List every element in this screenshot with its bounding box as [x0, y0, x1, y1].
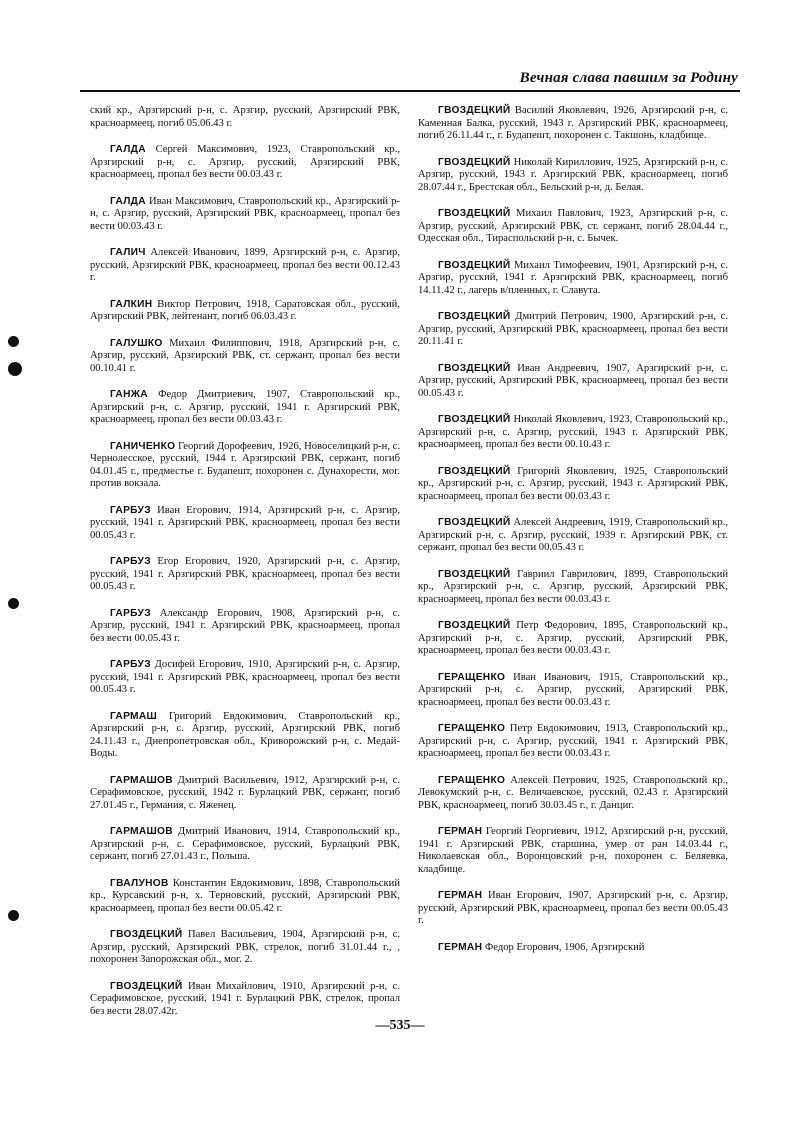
entry-details: Михаил Павлович, 1923, Арзгирский р-н, с. Арзгир, русский, Арзгирский РВК, ст. сержант, погиб 28.04.44 г., Одесская обл., Тираспольский р-н, с. Бычек. — [418, 208, 728, 244]
register-entry — [418, 942, 728, 955]
entry-details: ский кр., Арзгирский р-н, с. Арзгир, русский, Арзгирский РВК, красноармеец, погиб 05.06.43 г. — [90, 105, 400, 129]
register-entry — [90, 247, 400, 285]
entry-details: Михаил Тимофеевич, 1901, Арзгирский р-н, с. Арзгир, русский, 1941 г. Арзгирский РВК, красноармеец, погиб 14.11.42 г., лагерь в/пленных, г. Славута. — [418, 259, 728, 296]
register-entry — [90, 441, 400, 491]
register-entry — [418, 466, 728, 504]
entry-surname: ГВОЗДЕЦКИЙ — [110, 980, 183, 992]
header-rule — [80, 90, 740, 92]
entry-details: Иван Егорович, 1907, Арзгирский р-н, с. Арзгир, русский, Арзгирский РВК, красноармеец, пропал без вести 00.05.43 г. — [418, 890, 728, 926]
entry-details: Георгий Георгиевич, 1912, Арзгирский р-н, русский, 1941 г. Арзгирский РВК, старшина, умер от ран 14.03.44 г., Николаевская обл., Воронцовский р-н, похоронен с. Беляевка, кладбище. — [418, 826, 728, 875]
entry-details: Иван Егорович, 1914, Арзгирский р-н, с. Арзгир, русский, 1941 г. Арзгирский РВК, красноармеец, пропал без вести 00.05.43 г. — [90, 504, 400, 541]
register-entry — [90, 144, 400, 182]
entry-surname: ГВОЗДЕЦКИЙ — [438, 208, 511, 219]
entry-details: Гавриил Гаврилович, 1899, Ставропольский кр., Арзгирский р-н, с. Арзгир, русский, Арзгирский РВК, красноармеец, пропал без вести 00.03.43 г. — [418, 568, 728, 605]
register-entry — [90, 775, 400, 813]
entry-surname: ГАЛДА — [110, 144, 146, 155]
entry-surname: ГАРБУЗ — [110, 556, 151, 567]
right-column — [418, 105, 728, 968]
register-entry — [90, 299, 400, 324]
entry-details: Григорий Евдокимович, Ставропольский кр., Арзгирский р-н, с. Арзгир, русский, Арзгирский РВК, погиб 24.11.43 г., Днепропетровская обл., Криворожский р-н, с. Медай-Воды. — [90, 710, 400, 759]
entry-surname: ГЕРАЩЕНКО — [438, 723, 506, 734]
entry-surname: ГАНЖА — [110, 389, 148, 400]
entry-details: Иван Иванович, 1915, Ставропольский кр., Арзгирский р-н, с. Арзгир, русский, Арзгирский РВК, красноармеец, пропал без вести 00.03.43 г. — [418, 671, 728, 708]
entry-surname: ГЕРМАН — [438, 890, 483, 901]
running-header-title: Вечная слава павшим за Родину — [519, 70, 738, 86]
binder-hole — [8, 362, 22, 376]
entry-surname: ГВОЗДЕЦКИЙ — [438, 517, 511, 528]
entry-details: Дмитрий Иванович, 1914, Ставропольский кр., Арзгирский р-н, с. Серафимовское, русский, Бурлацкий РВК, сержант, погиб 27.01.43 г., Польша. — [90, 826, 400, 862]
entry-details: Виктор Петрович, 1918, Саратовская обл., русский, Арзгирский РВК, лейтенант, погиб 06.03.43 г. — [90, 298, 400, 322]
entry-details: Петр Евдокимович, 1913, Ставропольский кр., Арзгирский р-н, с. Арзгир, русский, 1941 г. Арзгирский РВК, красноармеец, пропал без вести 00.03.43 г. — [418, 723, 728, 759]
entry-surname: ГАЛУШКО — [110, 337, 163, 349]
entry-details: Михаил Филиппович, 1918, Арзгирский р-н, с. Арзгир, русский, Арзгирский РВК, ст. сержант, пропал без вести 00.10.41 г. — [90, 337, 400, 374]
entry-details: Константин Евдокимович, 1898, Ставропольский кр., Курсавский р-н, х. Терновский, русский, Арзгирский РВК, красноармеец, пропал без вести 00.05.42 г. — [90, 877, 400, 914]
register-entry — [418, 775, 728, 813]
register-entry — [90, 659, 400, 697]
register-entry — [90, 878, 400, 916]
entry-surname: ГАРМАШОВ — [110, 774, 173, 786]
register-entry — [90, 105, 400, 130]
entry-details: Николай Кириллович, 1925, Арзгирский р-н, с. Арзгир, русский, 1943 г. Арзгирский РВК, красноармеец, погиб 28.07.44 г., Брестская обл., Бельский р-н, д. Белая. — [418, 156, 728, 193]
entry-surname: ГЕРМАН — [438, 941, 483, 953]
entry-surname: ГАРБУЗ — [110, 659, 151, 670]
entry-surname: ГАЛИЧ — [110, 247, 146, 258]
register-entry — [418, 414, 728, 452]
binder-hole — [8, 336, 19, 347]
entry-surname: ГЕРАЩЕНКО — [438, 671, 506, 683]
entry-details: Алексей Андреевич, 1919, Ставропольский кр., Арзгирский р-н, с. Арзгир, русский, 1939 г. Арзгирский РВК, ст. сержант, пропал без вести 00.05.43 г. — [418, 517, 728, 553]
entry-details: Дмитрий Петрович, 1900, Арзгирский р-н, с. Арзгир, русский, Арзгирский РВК, красноармеец, пропал без вести 20.11.41 г. — [418, 311, 728, 347]
register-entry — [90, 929, 400, 967]
entry-details: Николай Яковлевич, 1923, Ставропольский кр., Арзгирский р-н, с. Арзгир, русский, 1943 г. Арзгирский РВК, красноармеец, пропал без вести 00.10.43 г. — [418, 414, 728, 450]
entry-surname: ГАРБУЗ — [110, 607, 151, 619]
entry-details: Александр Егорович, 1908, Арзгирский р-н, с. Арзгир, русский, 1941 г. Арзгирский РВК, красноармеец, пропал без вести 00.05.43 г. — [90, 607, 400, 644]
register-entry — [418, 620, 728, 658]
entry-details: Алексей Иванович, 1899, Арзгирский р-н, с. Арзгир, русский, Арзгирский РВК, красноармеец, пропал без вести 00.12.43 г. — [90, 247, 400, 283]
entry-details: Досифей Егорович, 1910, Арзгирский р-н, с. Арзгир, русский, 1941 г. Арзгирский РВК, красноармеец, пропал без вести 00.05.43 г. — [90, 659, 400, 695]
binder-hole — [8, 910, 19, 921]
register-entry — [90, 981, 400, 1019]
left-column — [90, 105, 400, 1032]
register-entry — [90, 556, 400, 594]
register-entry — [90, 505, 400, 543]
entry-details: Петр Федорович, 1895, Ставропольский кр., Арзгирский р-н, с. Арзгир, русский, Арзгирский РВК, красноармеец, пропал без вести 00.03.43 г. — [418, 620, 728, 656]
register-entry — [418, 363, 728, 401]
entry-details: Григорий Яковлевич, 1925, Ставропольский кр., Арзгирский р-н, с. Арзгир, русский, 1943 г. Арзгирский РВК, красноармеец, пропал без вести 00.03.43 г. — [418, 465, 728, 502]
entry-surname: ГЕРАЩЕНКО — [438, 774, 506, 786]
entry-surname: ГВОЗДЕЦКИЙ — [438, 259, 511, 271]
register-entry — [90, 338, 400, 376]
register-entry — [90, 389, 400, 427]
register-entry — [418, 208, 728, 246]
entry-surname: ГВОЗДЕЦКИЙ — [438, 362, 511, 374]
page-number: —535— — [375, 1018, 425, 1033]
entry-details: Егор Егорович, 1920, Арзгирский р-н, с. Арзгир, русский, 1941 г. Арзгирский РВК, красноармеец, пропал без вести 00.05.43 г. — [90, 556, 400, 592]
entry-surname: ГВОЗДЕЦКИЙ — [438, 311, 511, 322]
binder-hole — [8, 598, 19, 609]
entry-surname: ГВОЗДЕЦКИЙ — [438, 620, 511, 631]
entry-surname: ГВОЗДЕЦКИЙ — [438, 568, 511, 580]
entry-surname: ГВАЛУНОВ — [110, 877, 169, 889]
entry-surname: ГАРБУЗ — [110, 504, 151, 516]
register-entry — [90, 196, 400, 234]
entry-surname: ГВОЗДЕЦКИЙ — [438, 105, 511, 116]
register-entry — [418, 569, 728, 607]
entry-details: Алексей Петрович, 1925, Ставропольский кр., Левокумский р-н, с. Величаевское, русский, 02.43 г. Арзгирский РВК, красноармеец, погиб 30.03.45 г., г. Данциг. — [418, 774, 728, 811]
entry-details: Дмитрий Васильевич, 1912, Арзгирский р-н, с. Серафимовское, русский, 1942 г. Бурлацкий РВК, сержант, погиб 27.01.45 г., Германия, с. Яженец. — [90, 774, 400, 811]
entry-surname: ГВОЗДЕЦКИЙ — [438, 414, 511, 425]
entry-details: Иван Максимович, Ставропольский кр., Арзгирский р-н, с. Арзгир, русский, Арзгирский РВК, красноармеец, пропал без вести 00.03.43 г. — [90, 195, 400, 232]
register-entry — [90, 608, 400, 646]
entry-surname: ГАРМАШОВ — [110, 826, 173, 837]
entry-details: Федор Дмитриевич, 1907, Ставропольский кр., Арзгирский р-н, с. Арзгир, русский, 1941 г. Арзгирский РВК, красноармеец, пропал без вести 00.03.43 г. — [90, 389, 400, 425]
register-entry — [90, 826, 400, 864]
register-entry — [90, 711, 400, 761]
register-entry — [418, 260, 728, 298]
entry-details: Георгий Дорофеевич, 1926, Новоселицкий р-н, с. Чернолесское, русский, 1944 г. Арзгирский РВК, сержант, погиб 04.01.45 г., предместье г. Будапешт, похоронен с. Дунахорести, мог. против вокзала. — [90, 440, 400, 489]
register-entry — [418, 311, 728, 349]
register-entry — [418, 517, 728, 555]
entry-details: Василий Яковлевич, 1926, Арзгирский р-н, с. Каменная Балка, русский, 1943 г. Арзгирский РВК, красноармеец, погиб 26.11.44 г., г. Будапешт, похоронен с. Такшонь, кладбище. — [418, 105, 728, 141]
register-entry — [418, 826, 728, 876]
entry-surname: ГВОЗДЕЦКИЙ — [438, 465, 511, 477]
entry-details: Павел Васильевич, 1904, Арзгирский р-н, с. Арзгир, русский, Арзгирский РВК, стрелок, погиб 31.01.44 г., , похоронен Запорожская обл., мог. 2. — [90, 929, 400, 965]
register-entry — [418, 105, 728, 143]
entry-surname: ГАЛДА — [110, 195, 146, 207]
entry-surname: ГВОЗДЕЦКИЙ — [438, 156, 511, 168]
entry-surname: ГАРМАШ — [110, 710, 158, 722]
entry-surname: ГЕРМАН — [438, 826, 483, 837]
entry-details: Иван Михайлович, 1910, Арзгирский р-н, с. Серафимовское, русский, 1941 г. Бурлацкий РВК, стрелок, пропал без вести 28.07.42г. — [90, 980, 400, 1017]
register-entry — [418, 157, 728, 195]
entry-details: Иван Андреевич, 1907, Арзгирский р-н, с. Арзгир, русский, Арзгирский РВК, красноармеец, пропал без вести 00.05.43 г. — [418, 362, 728, 399]
entry-details: Федор Егорович, 1906, Арзгирский — [482, 941, 645, 953]
register-entry — [418, 890, 728, 928]
register-entry — [418, 672, 728, 710]
register-entry — [418, 723, 728, 761]
entry-surname: ГАЛКИН — [110, 298, 153, 310]
entry-details: Сергей Максимович, 1923, Ставропольский кр., Арзгирский р-н, с. Арзгир, русский, Арзгирский РВК, красноармеец, пропал без вести 00.03.43 г. — [90, 144, 400, 180]
entry-surname: ГВОЗДЕЦКИЙ — [110, 929, 183, 940]
entry-surname: ГАНИЧЕНКО — [110, 440, 176, 452]
